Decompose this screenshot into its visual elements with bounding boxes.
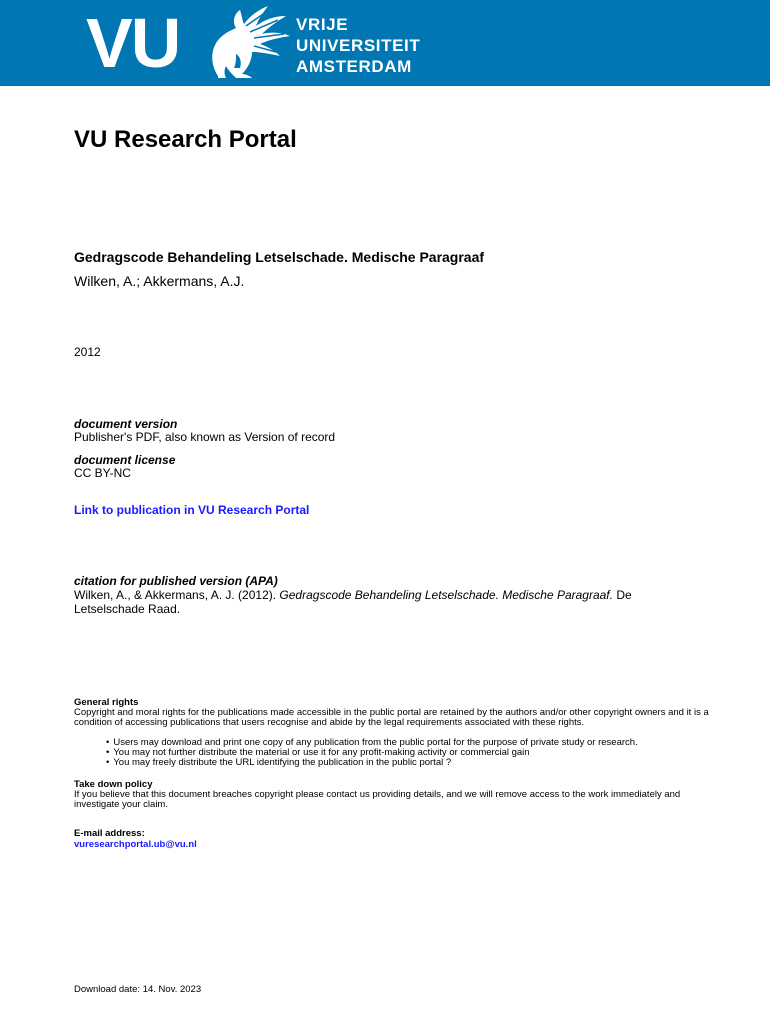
citation-label: citation for published version (APA): [74, 574, 278, 588]
header-banner: [0, 0, 770, 86]
email-link[interactable]: vuresearchportal.ub@vu.nl: [74, 839, 197, 850]
citation-text: [74, 588, 694, 616]
general-rights-text: Copyright and moral rights for the publications made accessible in the public portal are retained by the authors and/or other copyright owners and it is a condition of accessing publications that users recognise and abide by the legal requirements associated with these rights.: [74, 707, 709, 728]
logo-line-universiteit: UNIVERSITEIT: [296, 36, 421, 55]
general-rights-block: [74, 697, 724, 768]
document-version-value: Publisher's PDF, also known as Version of record: [74, 430, 336, 444]
citation-block: [74, 575, 694, 616]
take-down-text: If you believe that this document breaches copyright please contact us providing details, and we will remove access to the work immediately and investigate your claim.: [74, 789, 681, 810]
logo-initials: VU: [86, 4, 180, 82]
publication-authors: Wilken, A.; Akkermans, A.J.: [74, 273, 245, 289]
logo-line-amsterdam: AMSTERDAM: [296, 57, 412, 76]
document-license-label: document license: [74, 453, 176, 467]
general-rights-heading: General rights: [74, 697, 139, 708]
document-version-block: [74, 418, 335, 444]
rights-bullet: • You may freely distribute the URL identifying the publication in the public portal ?: [106, 758, 724, 768]
download-date: Download date: 14. Nov. 2023: [74, 984, 202, 995]
take-down-heading: Take down policy: [74, 779, 153, 790]
email-label: E-mail address:: [74, 828, 145, 839]
griffin-icon: [196, 4, 292, 80]
email-block: [74, 828, 197, 850]
logo-university-name: [296, 14, 420, 77]
document-version-label: document version: [74, 417, 178, 431]
citation-title: Gedragscode Behandeling Letselschade. Medische Paragraaf.: [279, 588, 613, 602]
publication-link[interactable]: Link to publication in VU Research Portal: [74, 503, 310, 517]
citation-suffix: De Letselschade Raad.: [74, 588, 632, 616]
citation-prefix: Wilken, A., & Akkermans, A. J. (2012).: [74, 588, 280, 602]
portal-title: VU Research Portal: [74, 126, 297, 153]
publication-year: 2012: [74, 345, 101, 359]
take-down-block: [74, 779, 724, 810]
document-license-value: CC BY-NC: [74, 466, 131, 480]
rights-bullet: • You may not further distribute the material or use it for any profit-making activity or commercial gain: [106, 748, 724, 758]
document-license-block: [74, 454, 175, 480]
rights-bullet-list: [74, 738, 724, 768]
rights-bullet: • Users may download and print one copy of any publication from the public portal for the purpose of private study or research.: [106, 738, 724, 748]
publication-title: Gedragscode Behandeling Letselschade. Medische Paragraaf: [74, 249, 485, 265]
logo-line-vrije: VRIJE: [296, 15, 349, 34]
